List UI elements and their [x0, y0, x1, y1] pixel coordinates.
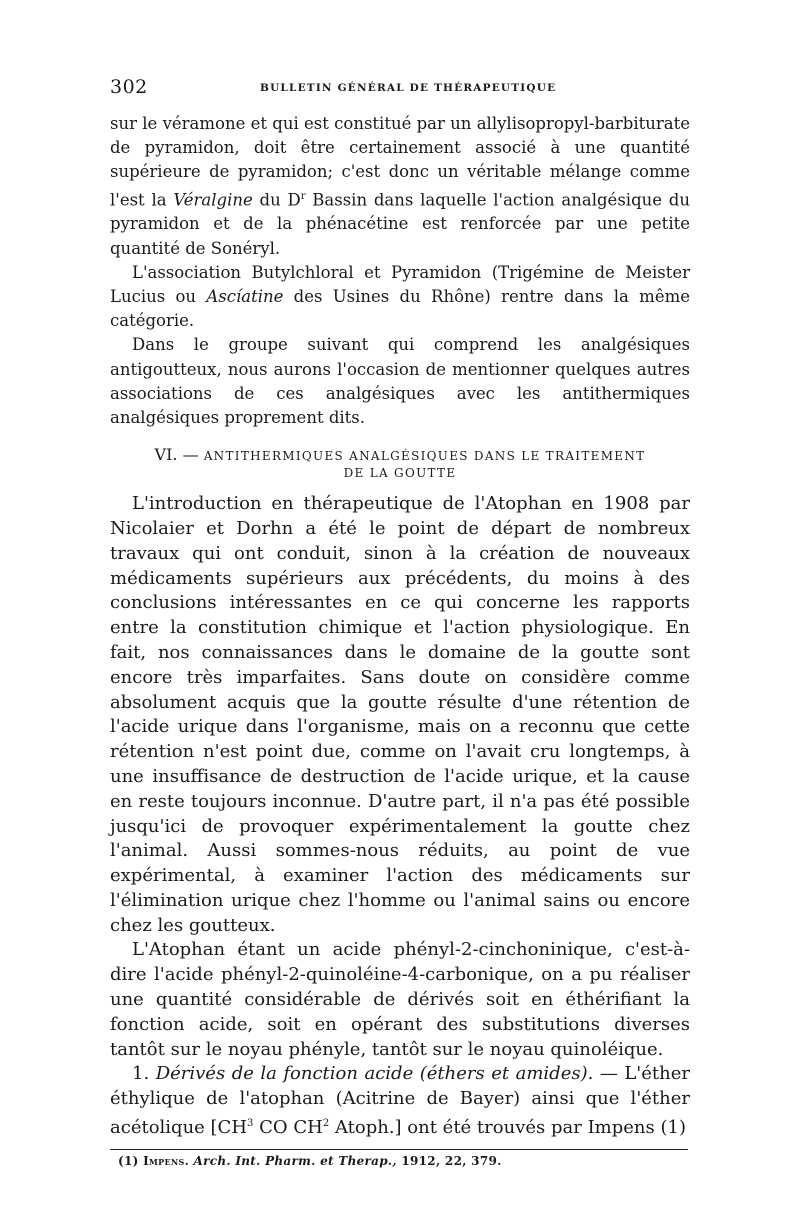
footnote-source: Arch. Int. Pharm. et Therap.,: [193, 1153, 397, 1168]
running-head: [110, 72, 690, 100]
section-heading: [110, 446, 690, 482]
main-text: [110, 492, 690, 1141]
body-text: [110, 112, 690, 1141]
footnote-author: Impens.: [143, 1153, 190, 1168]
paragraph-butylchloral: L'association Butylchloral et Pyramidon (Trigémine de Meister Lucius ou Ascíatine des Usines du Rhône) rentre dans la même catégorie.: [110, 262, 690, 331]
section-title-line2: DE LA GOUTTE: [343, 466, 457, 481]
footnote: [110, 1154, 690, 1168]
book-page: [110, 72, 690, 1168]
paragraph-veramone: sur le véramone et qui est constitué par un allylisopropyl-barbiturate de pyramidon, doit être certainement associé à une quantité supérieure de pyramidon; c'est donc un véritable mélange comme l'est la Véralgine du $D^r$ Bassin dans laquelle l'action analgésique du pyramidon et de la phénacétine est renforcée par une petite quantité de Sonéryl.: [110, 114, 690, 258]
paragraph-atophan-derives: L'Atophan étant un acide phényl-2-cinchoninique, c'est-à-dire l'acide phényl-2-quinoléine-4-carbonique, on a pu réaliser une quantité considérable de dérivés soit en éthérifiant la fonction acide, soit en opérant des substitutions diverses tantôt sur le noyau phényle, tantôt sur le noyau quinoléique.: [110, 939, 690, 1060]
footnote-divider: [110, 1149, 688, 1150]
paragraph-groupe-suivant: Dans le groupe suivant qui comprend les analgésiques antigoutteux, nous aurons l'occasion de mentionner quelques autres associations de ces analgésiques avec les antithermiques analgésiques proprement dits.: [110, 335, 690, 427]
paragraph-atophan-intro: L'introduction en thérapeutique de l'Atophan en 1908 par Nicolaier et Dorhn a été le point de départ de nombreux travaux qui ont conduit, sinon à la création de nouveaux médicaments supérieurs aux précédents, du moins à des conclusions intéressantes en ce qui concerne les rapports entre la constitution chimique et l'action physiologique. En fait, nos connaissances dans le domaine de la goutte sont encore très imparfaites. Sans doute on considère comme absolument acquis que la goutte résulte d'une rétention de l'acide urique dans l'organisme, mais on a reconnu que cette rétention n'est point due, comme on l'avait cru longtemps, à une insuffisance de destruction de l'acide urique, et la cause en reste toujours inconnue. D'autre part, il n'a pas été possible jusqu'ici de provoquer expérimentalement la goutte chez l'animal. Aussi sommes-nous réduits, au point de vue expérimental, à examiner l'action des médicaments sur l'élimination urique chez l'homme ou l'animal sains ou encore chez les goutteux.: [110, 493, 690, 936]
paragraph-fonction-acide: 1. Dérivés de la fonction acide (éthers et amides). — L'éther éthylique de l'atophan (Acitrine de Bayer) ainsi que l'éther acétolique [$CH^3$ CO $CH^2$ Atoph.] ont été trouvés par Impens (1): [110, 1063, 690, 1139]
footnote-marker: (1): [118, 1153, 139, 1168]
page-number: 302: [110, 76, 148, 98]
subheading-derives-fonction-acide: Dérivés de la fonction acide (éthers et amides).: [155, 1063, 594, 1085]
section-title-line1: ANTITHERMIQUES ANALGÉSIQUES DANS LE TRAITEMENT: [203, 449, 646, 464]
footnote-details: 1912, 22, 379.: [401, 1153, 502, 1168]
section-number: VI. —: [154, 445, 199, 465]
journal-title: BULLETIN GÉNÉRAL DE THÉRAPEUTIQUE: [260, 82, 557, 94]
